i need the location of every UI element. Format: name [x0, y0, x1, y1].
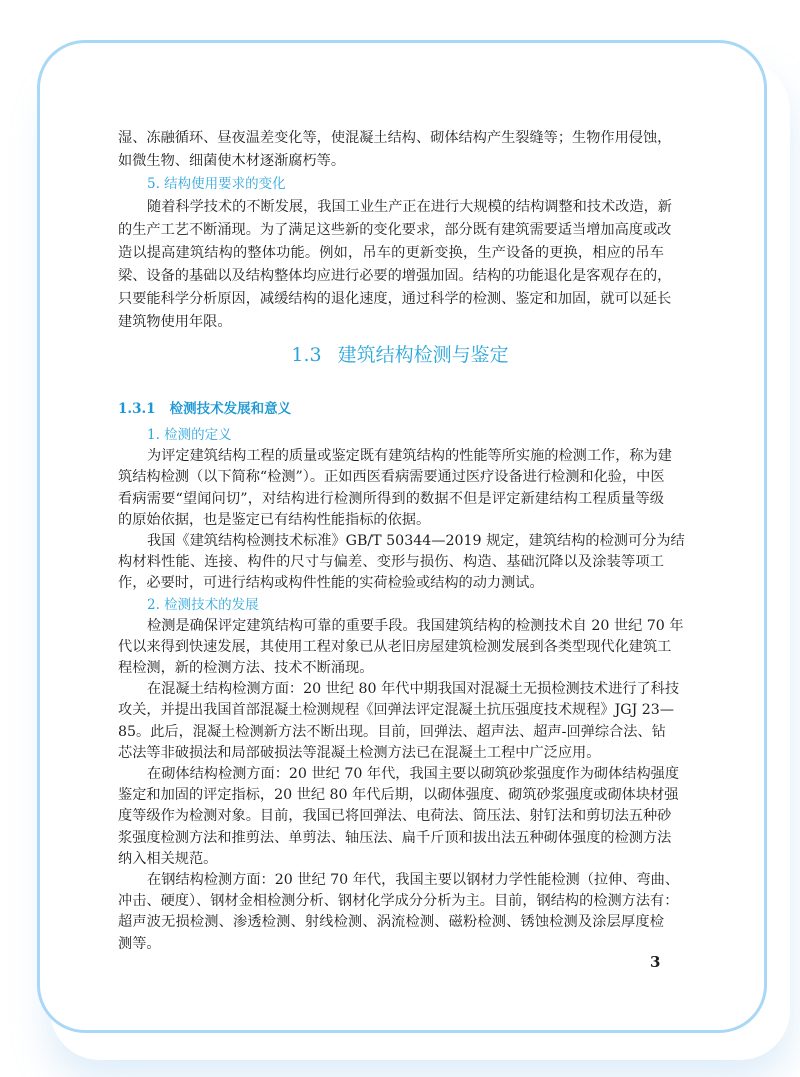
text-line: 在砌体结构检测方面：20 世纪 70 年代，我国主要以砌筑砂浆强度作为砌体结构强度 [147, 766, 680, 782]
text-line: 作，必要时，可进行结构或构件性能的实荷检验或结构的动力测试。 [118, 575, 544, 592]
subsection-title: 检测技术发展和意义 [169, 401, 292, 417]
section-number: 1.3 [291, 344, 322, 366]
text-line: 在混凝土结构检测方面：20 世纪 80 年代中期我国对混凝土无损检测技术进行了科技 [147, 681, 680, 698]
section-heading [0, 340, 800, 367]
text-line: 代以来得到快速发展，其使用工程对象已从老旧房屋建筑检测发展到各类型现代化建筑工 [118, 638, 672, 655]
text-line: 纳入相关规范。 [118, 850, 218, 867]
text-line: 随着科学技术的不断发展，我国工业生产正在进行大规模的结构调整和技术改造，新 [147, 199, 672, 215]
subsection-number: 1.3.1 [118, 401, 156, 417]
text-line: 构材料性能、连接、构件的尺寸与偏差、变形与损伤、构造、基础沉降以及涂装等项工 [118, 554, 664, 571]
text-line: 为评定建筑结构工程的质量或鉴定既有建筑结构的性能等所实施的检测工作，称为建 [147, 448, 672, 465]
text-block-detection [118, 425, 685, 955]
text-block-intro [118, 127, 672, 334]
subsection-heading [118, 397, 291, 417]
text-line: 芯法等非破损法和局部破损法等混凝土检测方法已在混凝土工程中广泛应用。 [118, 744, 601, 761]
text-line: 我国《建筑结构检测技术标准》GB/T 50344—2019 规定，建筑结构的检测可分为结 [147, 532, 685, 549]
page-number: 3 [650, 953, 661, 971]
text-line: 在钢结构检测方面：20 世纪 70 年代，我国主要以钢材力学性能检测（拉伸、弯曲、 [147, 871, 680, 888]
text-line: 造以提高建筑结构的整体功能。例如，吊车的更新变换，生产设备的更换，相应的吊车 [118, 245, 664, 261]
text-line: 浆强度检测方法和推剪法、单剪法、轴压法、扁千斤顶和拔出法五种砌体强度的检测方法 [118, 829, 672, 846]
text-line: 的生产工艺不断涌现。为了满足这些新的变化要求，部分既有建筑需要适当增加高度或改 [118, 222, 672, 238]
text-line: 建筑物使用年限。 [118, 314, 232, 330]
numbered-subheading: 2. 检测技术的发展 [147, 596, 259, 613]
numbered-subheading: 1. 检测的定义 [147, 427, 232, 443]
text-line: 只要能科学分析原因，减缓结构的退化速度，通过科学的检测、鉴定和加固，就可以延长 [118, 291, 672, 307]
text-line: 冲击、硬度）、钢材金相检测分析、钢材化学成分分析为主。目前，钢结构的检测方法有： [118, 893, 679, 910]
text-line: 程检测，新的检测方法、技术不断涌现。 [118, 660, 374, 677]
text-line: 测等。 [118, 935, 161, 952]
section-title: 建筑结构检测与鉴定 [337, 344, 509, 366]
text-line: 85。此后，混凝土检测新方法不断出现。目前，回弹法、超声法、超声-回弹综合法、钻 [118, 723, 666, 740]
text-line: 超声波无损检测、渗透检测、射线检测、涡流检测、磁粉检测、锈蚀检测及涂层厚度检 [118, 914, 664, 931]
text-line: 攻关，并提出我国首部混凝土检测规程《回弹法评定混凝土抗压强度技术规程》JGJ 23— [118, 702, 675, 719]
numbered-subheading: 5. 结构使用要求的变化 [147, 176, 286, 192]
text-line: 检测是确保评定建筑结构可靠的重要手段。我国建筑结构的检测技术自 20 世纪 70 年 [147, 617, 684, 634]
text-line: 如微生物、细菌使木材逐渐腐朽等。 [118, 153, 346, 169]
text-line: 度等级作为检测对象。目前，我国已将回弹法、电荷法、筒压法、射钉法和剪切法五种砂 [118, 808, 672, 825]
text-line: 筑结构检测（以下简称“检测”）。正如西医看病需要通过医疗设备进行检测和化验，中医 [118, 469, 665, 486]
text-line: 湿、冻融循环、昼夜温差变化等，使混凝土结构、砌体结构产生裂缝等；生物作用侵蚀， [118, 130, 672, 146]
text-line: 看病需要“望闻问切”，对结构进行检测所得到的数据不但是评定新建结构工程质量等级 [118, 490, 664, 507]
text-line: 鉴定和加固的评定指标，20 世纪 80 年代后期，以砌体强度、砌筑砂浆强度或砌体块材强 [118, 787, 679, 804]
text-line: 的原始依据，也是鉴定已有结构性能指标的依据。 [118, 511, 431, 528]
text-line: 梁、设备的基础以及结构整体均应进行必要的增强加固。结构的功能退化是客观存在的， [118, 268, 672, 284]
